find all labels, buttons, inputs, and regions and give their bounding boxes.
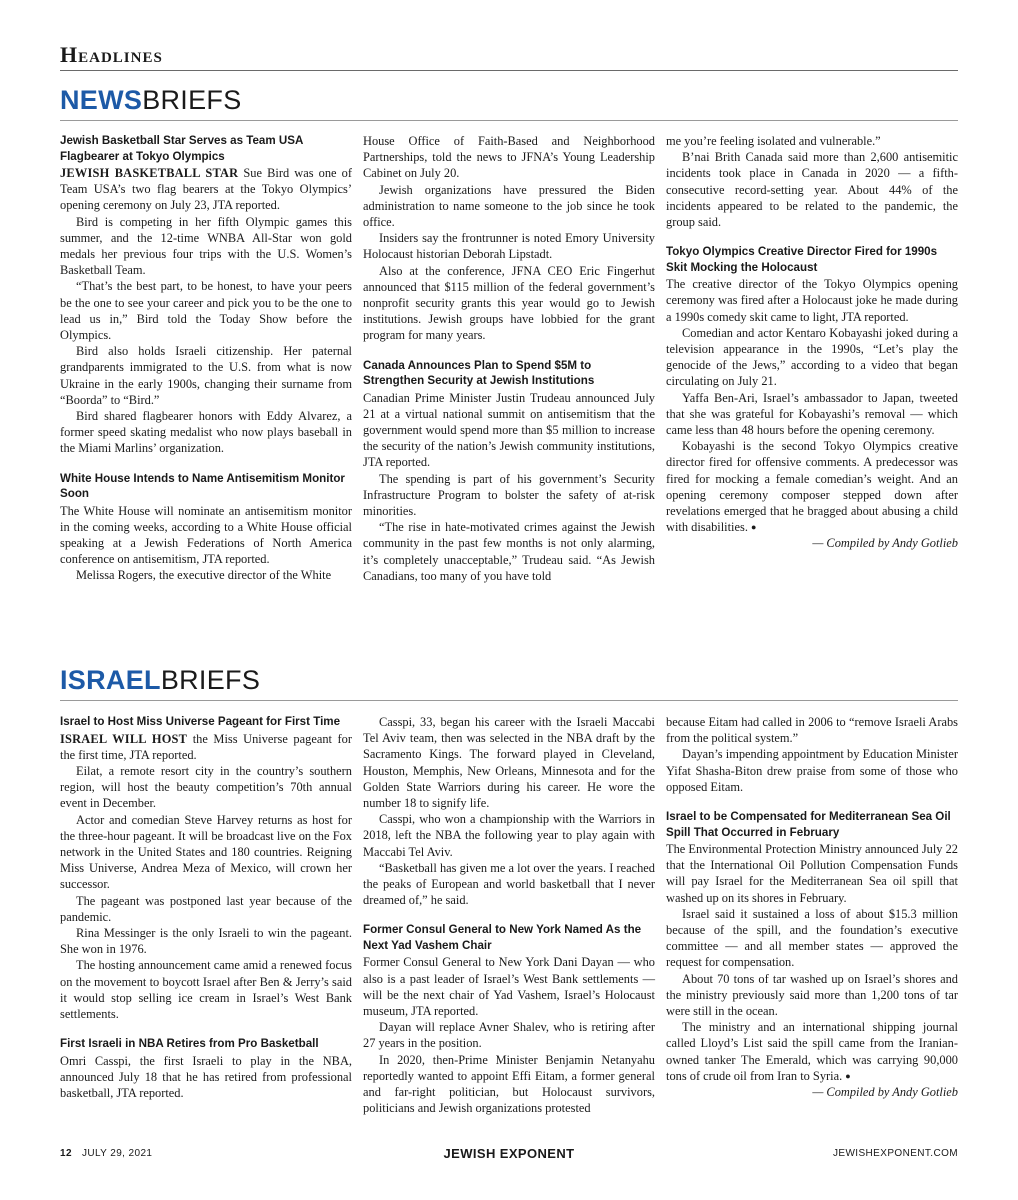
article-paragraph: Bird also holds Israeli citizenship. Her paternal grandparents immigrated to the U.S. from what is now Ukraine in the early 1900s, changing their surname from “Boorda” to “Bird.”	[60, 344, 352, 407]
israelbriefs-column-1	[60, 714, 352, 1116]
article-paragraph	[666, 438, 958, 535]
newsbriefs-title-bold: NEWS	[60, 85, 143, 115]
byline: — Compiled by Andy Gotlieb	[812, 1085, 958, 1100]
byline: — Compiled by Andy Gotlieb	[812, 536, 958, 551]
article-paragraph: Omri Casspi, the first Israeli to play in the NBA, announced July 18 that he has retired from professional basketball, JTA reported.	[60, 1053, 352, 1101]
article-paragraph: The creative director of the Tokyo Olympics opening ceremony was fired after a Holocaust joke he made during a 1990s comedy skit came to light, JTA reported.	[666, 277, 958, 324]
article-paragraph: Israel said it sustained a loss of about $15.3 million because of the spill, and the foundation’s executive committee — and all member states — approved the request for compensation.	[666, 906, 958, 970]
header-rule	[60, 70, 958, 71]
article-paragraph	[60, 165, 352, 214]
article-paragraph: because Eitam had called in 2006 to “remove Israeli Arabs from the political system.”	[666, 715, 958, 746]
article-paragraph: House Office of Faith-Based and Neighborhood Partnerships, told the news to JFNA’s Young Leadership Cabinet on July 20.	[363, 134, 655, 181]
article-paragraph: The pageant was postponed last year because of the pandemic.	[60, 893, 352, 924]
article-paragraph: The White House will nominate an antisemitism monitor in the coming weeks, according to a White House official speaking at a Jewish Federations of North America conference on antisemitism, JTA reported.	[60, 503, 352, 567]
article-headline: First Israeli in NBA Retires from Pro Basketball	[60, 1037, 319, 1051]
article-headline: Israel to Host Miss Universe Pageant for First Time	[60, 715, 341, 728]
article-paragraph: Casspi, 33, began his career with the Israeli Maccabi Tel Aviv team, then was selected in the NBA draft by the Sacramento Kings. The forward played in Cleveland, Houston, Memphis, New Orleans, Minnesota and for the Golden State Warriors during his career. He wore the number 18 to signify life.	[363, 715, 655, 811]
article-paragraph: “That’s the best part, to be honest, to have your peers be the one to see your career and pick you to be the one to lead us in,” Bird told the Today Show before the Olympics.	[60, 279, 352, 343]
section-header: Headlines	[60, 42, 163, 67]
israelbriefs-rule	[60, 700, 958, 701]
article-paragraph	[60, 731, 352, 763]
newsbriefs-column-2	[363, 133, 655, 584]
article-headline: Canada Announces Plan to Spend $5M to Strengthen Security at Jewish Institutions	[363, 358, 595, 388]
page-number: 12	[60, 1148, 72, 1159]
article-text: Kobayashi is the second Tokyo Olympics creative director fired for offensive comments. A predecessor was fired for mocking a female comedian’s weight. And an opening ceremony composer stepped down after revelations emerged that he bragged about abusing a child with disabilities.	[666, 439, 958, 535]
issue-date: JULY 29, 2021	[81, 1148, 153, 1159]
article-paragraph: B’nai Brith Canada said more than 2,600 antisemitic incidents took place in Canada in 2020 — a fifth-consecutive record-setting year. About 44% of the incidents appeared to be related to the pandemic, the group said.	[666, 150, 958, 230]
israelbriefs-title	[60, 665, 260, 695]
article-lead-in: JEWISH BASKETBALL STAR	[60, 166, 239, 180]
article-headline: Tokyo Olympics Creative Director Fired for 1990s Skit Mocking the Holocaust	[666, 245, 938, 274]
article-headline: White House Intends to Name Antisemitism Monitor Soon	[60, 471, 345, 501]
article-paragraph: “Basketball has given me a lot over the years. I reached the peaks of European and world basketball that I never dreamed of,” he said.	[363, 860, 655, 908]
article-paragraph: Eilat, a remote resort city in the country’s southern region, will host the beauty competition’s 70th annual event in December.	[60, 763, 352, 811]
article-paragraph: Melissa Rogers, the executive director of the White	[76, 568, 332, 583]
article-paragraph: Canadian Prime Minister Justin Trudeau announced July 21 at a virtual national summit on antisemitism that the government would spend more than $5 million to increase the security of the nation’s Jewish community institutions, JTA reported.	[363, 390, 655, 470]
article-paragraph: Yaffa Ben-Ari, Israel’s ambassador to Japan, tweeted that she was grateful for Kobayashi’s removal — which came less than 48 hours before the opening ceremony.	[666, 390, 958, 438]
article-paragraph: me you’re feeling isolated and vulnerable.”	[666, 134, 881, 148]
article-paragraph: The hosting announcement came amid a renewed focus on the movement to boycott Israel after Ben & Jerry’s said it would stop selling ice cream in Israel’s West Bank settlements.	[60, 958, 352, 1021]
article-paragraph: Actor and comedian Steve Harvey returns as host for the three-hour pageant. It will be broadcast live on the Fox network in the United States and 180 countries. Reigning Miss Universe, Andrea Meza of Mexico, will crown her successor.	[60, 812, 352, 892]
article-paragraph: In 2020, then-Prime Minister Benjamin Netanyahu reportedly wanted to appoint Effi Eitam, a former general and far-right politician, but Holocaust survivors, politicians and Jewish organizations protested	[363, 1052, 655, 1116]
israelbriefs-column-3	[666, 714, 958, 1116]
article-paragraph	[666, 1019, 958, 1084]
page-footer	[60, 1146, 958, 1160]
article-headline: Former Consul General to New York Named As the Next Yad Vashem Chair	[363, 923, 642, 952]
israelbriefs-title-bold: ISRAEL	[60, 665, 161, 695]
newsbriefs-title	[60, 85, 242, 115]
israelbriefs-title-light: BRIEFS	[160, 665, 261, 695]
article-paragraph: Jewish organizations have pressured the Biden administration to name someone to the job since he took office.	[363, 182, 655, 230]
newsbriefs-title-light: BRIEFS	[142, 85, 242, 115]
article-headline: Jewish Basketball Star Serves as Team USA Flagbearer at Tokyo Olympics	[60, 134, 303, 163]
end-mark-icon: ●	[845, 1070, 851, 1081]
publication-name: JEWISH EXPONENT	[443, 1146, 575, 1161]
newsbriefs-rule	[60, 120, 958, 121]
article-paragraph: Former Consul General to New York Dani Dayan — who also is a past leader of Israel’s West Bank settlements — will be the next chair of Yad Vashem, Israel’s Holocaust museum, JTA reported.	[363, 955, 655, 1019]
article-paragraph: Rina Messinger is the only Israeli to win the pageant. She won in 1976.	[60, 925, 352, 957]
article-paragraph: “The rise in hate-motivated crimes against the Jewish community in the past few months is not only alarming, it’s completely unacceptable,” Trudeau said. “As Jewish Canadians, too many of you have told	[363, 520, 655, 583]
newsbriefs-columns	[60, 133, 958, 584]
article-paragraph: Bird shared flagbearer honors with Eddy Alvarez, a former speed skating medalist who now plays baseball in the Miami Marlins’ organization.	[60, 409, 352, 456]
article-headline: Israel to be Compensated for Mediterranean Sea Oil Spill That Occurred in February	[666, 810, 951, 839]
article-paragraph: Dayan’s impending appointment by Education Minister Yifat Shasha-Biton drew praise from some of those who opposed Eitam.	[666, 747, 958, 794]
newsbriefs-column-3	[666, 133, 958, 584]
israelbriefs-column-2	[363, 714, 655, 1116]
newsbriefs-column-1	[60, 133, 352, 584]
article-text: The ministry and an international shipping journal called Lloyd’s List said the spill came from the Iranian-owned tanker The Emerald, which was carrying 90,000 tons of crude oil from Iran to Syria.	[666, 1020, 958, 1083]
article-paragraph: Bird is competing in her fifth Olympic games this summer, and the 12-time WNBA All-Star won gold medals her previous four trips with the U.S. Women’s Basketball Team.	[60, 214, 352, 278]
article-paragraph: The spending is part of his government’s Security Infrastructure Program to bolster the safety of at-risk minorities.	[363, 471, 655, 519]
article-paragraph: About 70 tons of tar washed up on Israel’s shores and the ministry previously said more than 1,200 tons of tar were still in the ocean.	[666, 971, 958, 1019]
article-lead-in: ISRAEL WILL HOST	[60, 731, 188, 746]
article-paragraph: The Environmental Protection Ministry announced July 22 that the International Oil Pollution Compensation Funds will pay Israel for the Mediterranean Sea oil spill that washed up on its shores in February.	[666, 842, 958, 905]
article-paragraph: Insiders say the frontrunner is noted Emory University Holocaust historian Deborah Lipstadt.	[363, 231, 655, 262]
israelbriefs-columns	[60, 714, 958, 1116]
article-paragraph: Also at the conference, JFNA CEO Eric Fingerhut announced that $115 million of the federal government’s nonprofit security grants this year would go to Jewish institutions. Jewish groups have lobbied for the grant program for many years.	[363, 263, 655, 343]
end-mark-icon: ●	[751, 522, 757, 533]
article-text: Sue Bird was one of Team USA’s two flag bearers at the Tokyo Olympics’ opening ceremony on July 23, JTA reported.	[60, 166, 352, 213]
article-paragraph: Casspi, who won a championship with the Warriors in 2018, left the NBA the following year to play again with Maccabi Tel Aviv.	[363, 812, 655, 859]
article-text: the Miss Universe pageant for the first time, JTA reported.	[60, 731, 352, 762]
website-url: JEWISHEXPONENT.COM	[833, 1148, 958, 1159]
article-paragraph: Dayan will replace Avner Shalev, who is retiring after 27 years in the position.	[363, 1020, 655, 1051]
article-paragraph: Comedian and actor Kentaro Kobayashi joked during a television appearance in the 1990s, “Let’s play the genocide of the Jews,” according to a video that began circulating on July 21.	[666, 325, 958, 389]
